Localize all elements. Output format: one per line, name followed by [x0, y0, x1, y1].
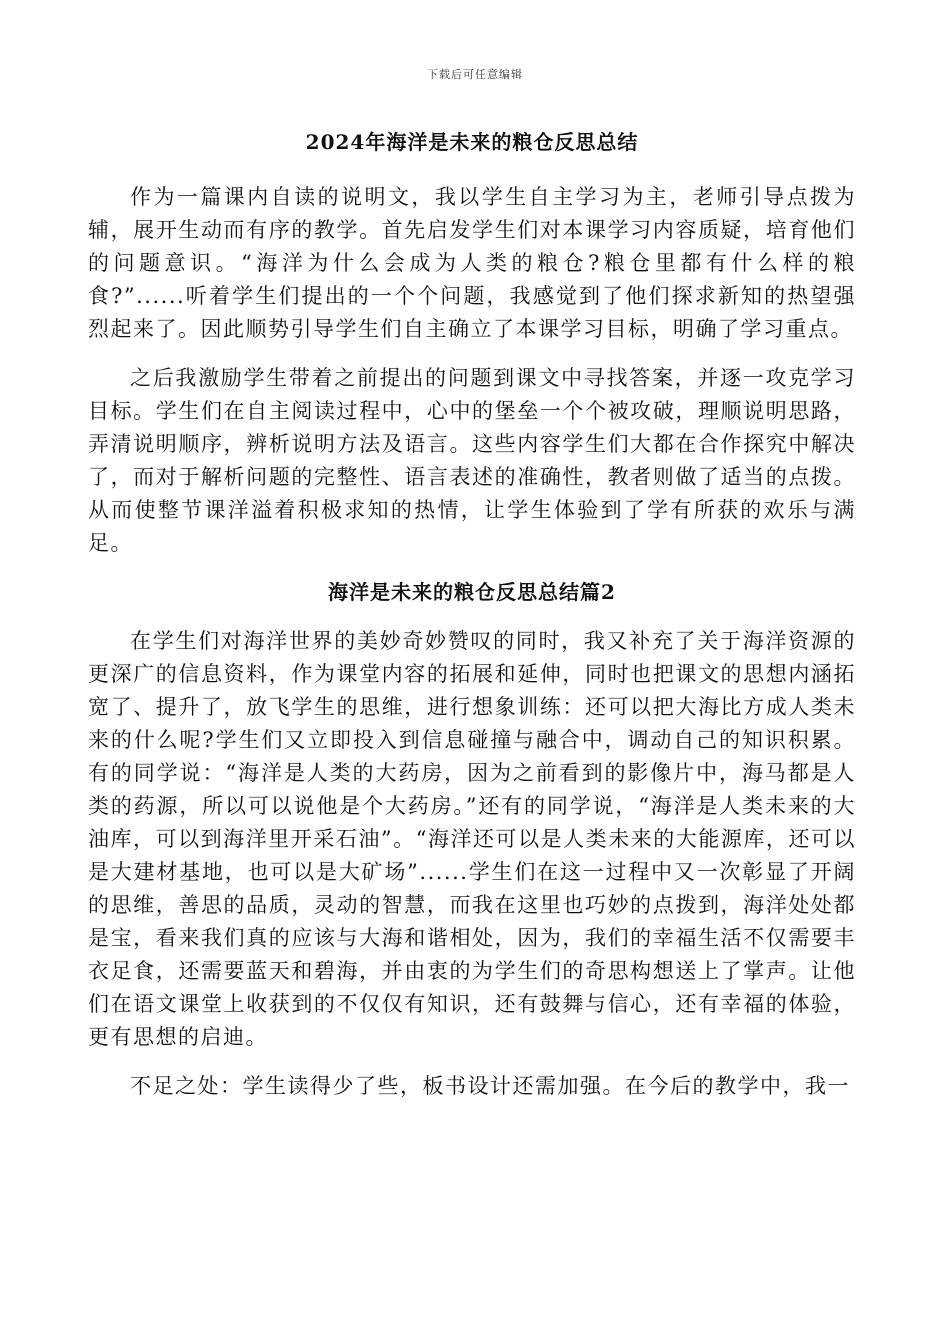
section-heading: 海洋是未来的粮仓反思总结篇2 [328, 580, 616, 604]
paragraph: 之后我激励学生带着之前提出的问题到课文中寻找答案，并逐一攻克学习目标。学生们在自主阅读过程中，心中的堡垒一个个被攻破，理顺说明思路，弄清说明顺序，辨析说明方法及语言。这些内容学生们大都在合作探究中解决了，而对于解析问题的完整性、语言表述的准确性，教者则做了适当的点拨。从而使整节课洋溢着积极求知的热情，让学生体验到了学有所获的欢乐与满足。 [88, 366, 856, 555]
header-note: 下载后可任意编辑 [427, 68, 523, 81]
document-title: 2024年海洋是未来的粮仓反思总结 [305, 130, 639, 154]
paragraph: 作为一篇课内自读的说明文，我以学生自主学习为主，老师引导点拨为辅，展开生动而有序的教学。首先启发学生们对本课学习内容质疑，培育他们的问题意识。“海洋为什么会成为人类的粮仓?粮仓里都有什么样的粮食?”......听着学生们提出的一个个问题，我感觉到了他们探求新知的热望强烈起来了。因此顺势引导学生们自主确立了本课学习目标，明确了学习重点。 [88, 185, 856, 341]
document-body [88, 120, 856, 1119]
paragraph: 在学生们对海洋世界的美妙奇妙赞叹的同时，我又补充了关于海洋资源的更深广的信息资料，作为课堂内容的拓展和延伸，同时也把课文的思想内涵拓宽了、提升了，放飞学生的思维，进行想象训练：还可以把大海比方成人类未来的什么呢?学生们又立即投入到信息碰撞与融合中，调动自己的知识积累。有的同学说：“海洋是人类的大药房，因为之前看到的影像片中，海马都是人类的药源，所以可以说他是个大药房。”还有的同学说，“海洋是人类未来的大油库，可以到海洋里开采石油”。“海洋还可以是人类未来的大能源库，还可以是大建材基地，也可以是大矿场”......学生们在这一过程中又一次彰显了开阔的思维，善思的品质，灵动的智慧，而我在这里也巧妙的点拨到，海洋处处都是宝，看来我们真的应该与大海和谐相处，因为，我们的幸福生活不仅需要丰衣足食，还需要蓝天和碧海，并由衷的为学生们的奇思构想送上了掌声。让他们在语文课堂上收获到的不仅仅有知识，还有鼓舞与信心，还有幸福的体验，更有思想的启迪。 [88, 629, 856, 1049]
paragraph: 不足之处：学生读得少了些，板书设计还需加强。在今后的教学中，我一 [130, 1074, 850, 1098]
